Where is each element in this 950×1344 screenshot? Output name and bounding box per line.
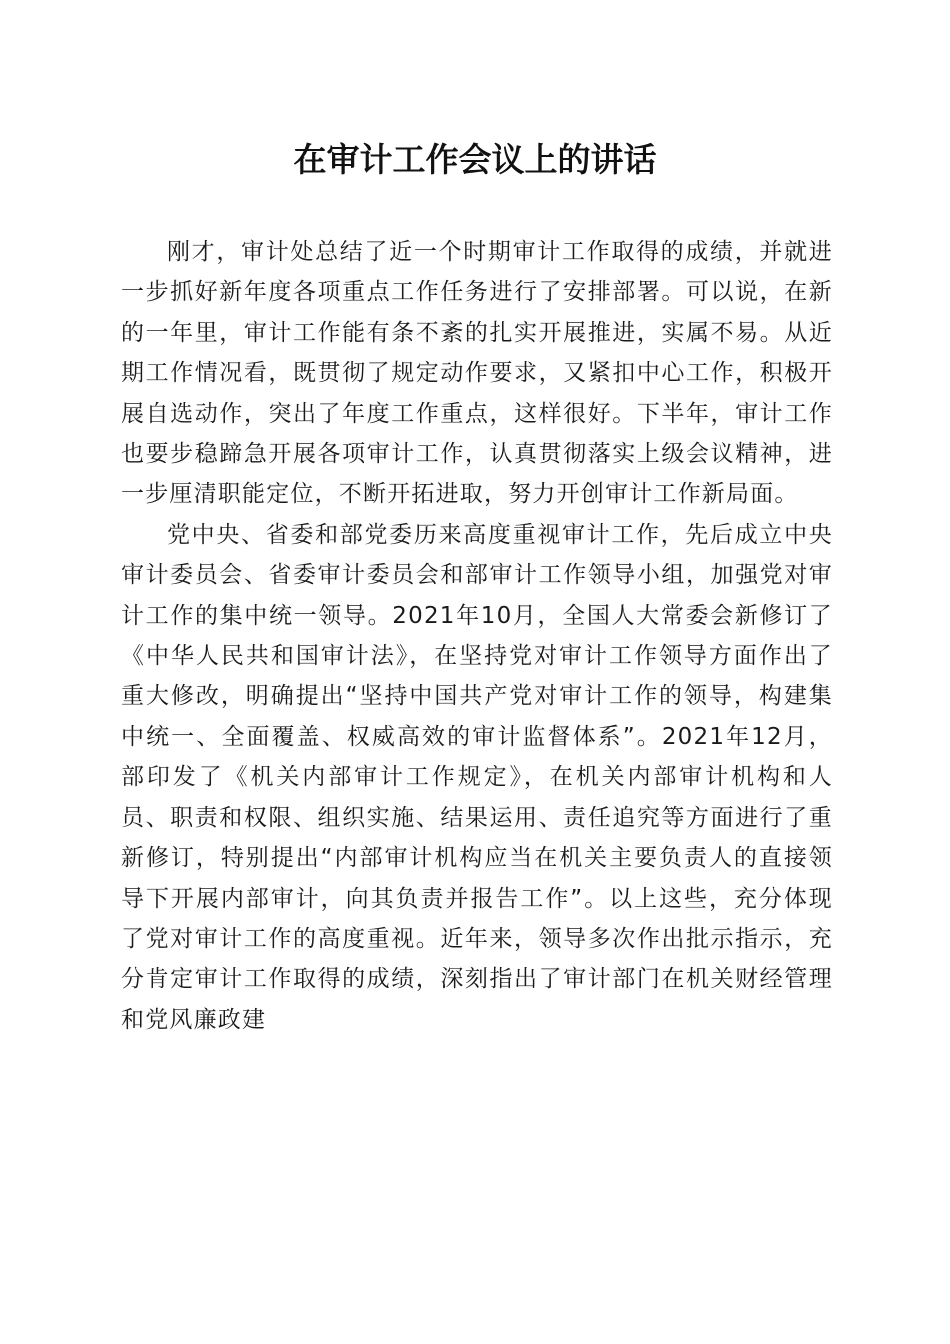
paragraph-1: 刚才，审计处总结了近一个时期审计工作取得的成绩，并就进一步抓好新年度各项重点工作任务进行了安排部署。可以说，在新的一年里，审计工作能有条不紊的扎实开展推进，实属不易。从近期工作情况看，既贯彻了规定动作要求，又紧扣中心工作，积极开展自选动作，突出了年度工作重点，这样很好。下半年，审计工作也要步稳蹄急开展各项审计工作，认真贯彻落实上级会议精神，进一步厘清职能定位，不断开拓进取，努力开创审计工作新局面。 <box>121 239 833 508</box>
document-title: 在审计工作会议上的讲话 <box>293 140 657 179</box>
paragraph-2: 党中央、省委和部党委历来高度重视审计工作，先后成立中央审计委员会、省委审计委员会和部审计工作领导小组，加强党对审计工作的集中统一领导。2021年10月，全国人大常委会新修订了《中华人民共和国审计法》，在坚持党对审计工作领导方面作出了重大修改，明确提出“坚持中国共产党对审计工作的领导，构建集中统一、全面覆盖、权威高效的审计监督体系”。2021年12月，部印发了《机关内部审计工作规定》，在机关内部审计机构和人员、职责和权限、组织实施、结果运用、责任追究等方面进行了重新修订，特别提出“内部审计机构应当在机关主要负责人的直接领导下开展内部审计，向其负责并报告工作”。以上这些，充分体现了党对审计工作的高度重视。近年来，领导多次作出批示指示，充分肯定审计工作取得的成绩，深刻指出了审计部门在机关财经管理和党风廉政建 <box>121 521 833 1033</box>
document-body <box>121 232 833 1040</box>
